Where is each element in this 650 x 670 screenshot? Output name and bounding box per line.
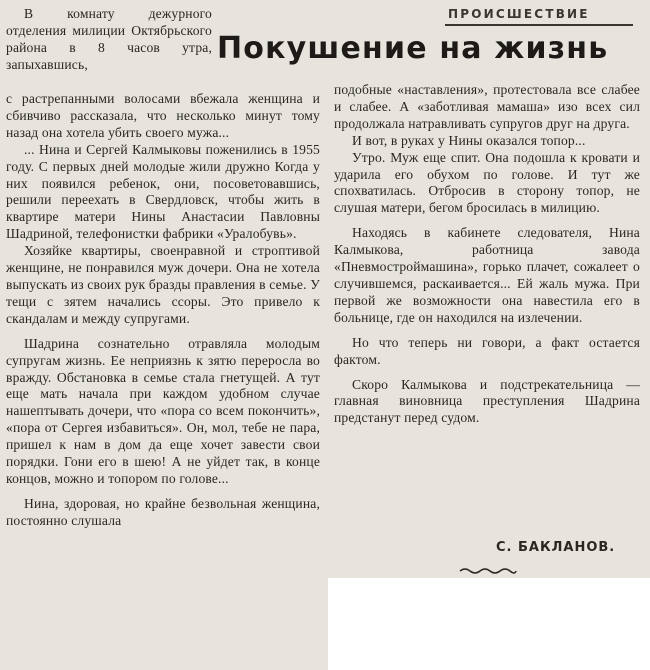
paragraph: с растрепанными волосами вбежала женщина и сбивчиво рассказала, что несколько минут тому назад она хотела убить своего мужа... <box>6 91 320 140</box>
end-ornament <box>458 566 518 576</box>
article-headline: Покушение на жизнь <box>217 31 609 66</box>
paragraph: И вот, в руках у Нины оказался топор... <box>352 132 586 148</box>
paragraph: Скоро Калмыкова и подстрекательница — главная виновница преступления Шадрина предстанут перед судом. <box>334 376 640 426</box>
right-column <box>334 82 640 427</box>
paragraph: Утро. Муж еще спит. Она подошла к кровати и ударила его обухом по голове. И тут же спохватилась. Отбросив в сторону топор, не слушая матери, бегом бросилась в милицию. <box>334 149 640 216</box>
paragraph: Но что теперь ни говори, а факт остается фактом. <box>334 334 640 367</box>
author-signature: С. БАКЛАНОВ. <box>496 540 616 555</box>
paragraph: Шадрина сознательно отравляла молодым супругам жизнь. Ее неприязнь к зятю переросла во вражду. Обстановка в семье стала гнетущей. А тут еще мать начала при каждом удобном случае нашептывать дочери, что «пора со всем покончить», «пора от Сергея избавиться». Он, мол, тебе не пара, пришел к нам в дом да еще хочет завести свои порядки. Гони его в шею! А не уйдет так, в конце концов, можно и топором по голове... <box>6 335 320 486</box>
rubric-underline <box>445 24 633 26</box>
paragraph: Находясь в кабинете следователя, Нина Калмыкова, работница завода «Пневмостроймашина», горько плачет, сожалеет о случившемся, раскаивается... Ей жаль мужа. При первой же возможности она навестила его в больнице, где он находился на излечении. <box>334 225 640 325</box>
rubric-label: ПРОИСШЕСТВИЕ <box>448 7 590 21</box>
left-column <box>6 91 320 530</box>
intro-column <box>6 6 212 74</box>
paragraph: Хозяйке квартиры, своенравной и строптивой женщине, не понравился муж дочери. Она не хотела выпускать из своих рук бразды правления в семье. У тещи с зятем начались ссоры. Это привело к скандалам и между супругами. <box>6 243 320 326</box>
intro-paragraph: В комнату дежурного отделения милиции Октябрьского района в 8 часов утра, запыхавшись, <box>6 6 212 72</box>
paragraph: подобные «наставления», протестовала все слабее и слабее. А «заботливая мамаша» изо всех сил продолжала натравливать супругов друг на друга. <box>334 82 640 131</box>
paragraph: Нина, здоровая, но крайне безвольная женщина, постоянно слушала <box>6 495 320 528</box>
paragraph: ... Нина и Сергей Калмыковы поженились в 1955 году. С первых дней молодые жили дружно Когда у них появился ребенок, они, посоветовавшись, решили переехать в Свердловск, чтобы жить в квартире матери Нины Анастасии Павловны Шадриной, телефонистки фабрики «Уралобувь». <box>6 141 320 242</box>
